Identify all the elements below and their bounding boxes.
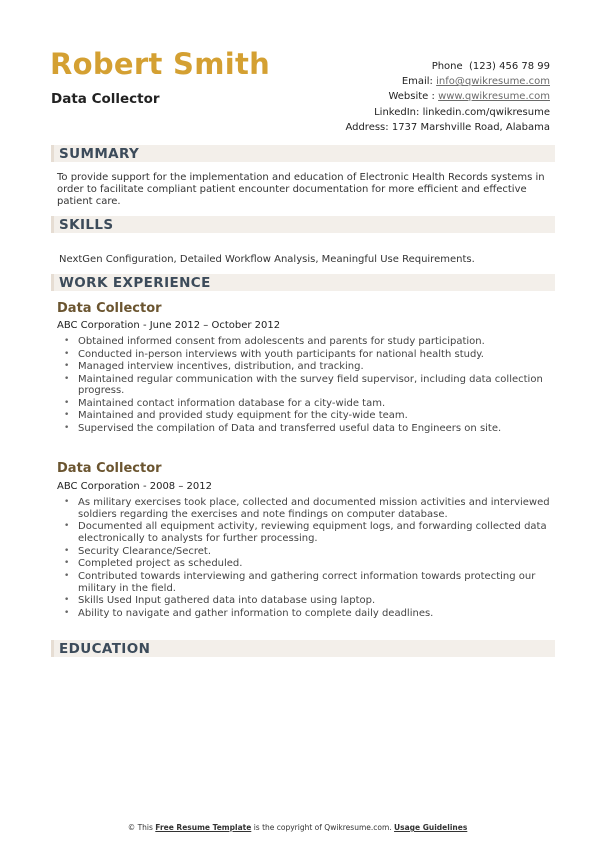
skills-section-header xyxy=(51,216,555,233)
list-item: • Completed project as scheduled. xyxy=(62,558,550,570)
list-item: • Security Clearance/Secret. xyxy=(62,546,550,558)
experience-heading: WORK EXPERIENCE xyxy=(59,275,211,291)
job-meta: ABC Corporation - 2008 – 2012 xyxy=(57,481,212,492)
usage-guidelines-link[interactable]: Usage Guidelines xyxy=(394,823,468,832)
free-resume-template-link[interactable]: Free Resume Template xyxy=(155,823,252,832)
summary-text: To provide support for the implementation and education of Electronic Health Records systems in order to facilitate compliant patient encounter documentation for more efficient and effective patient care. xyxy=(57,172,545,207)
contact-phone-row xyxy=(230,59,550,74)
footer-prefix: © This xyxy=(127,823,153,832)
list-item: • Maintained and provided study equipment for the city-wide team. xyxy=(62,410,550,422)
website-label: Website : xyxy=(388,91,435,103)
address-label: Address: xyxy=(345,121,389,133)
education-section-header xyxy=(51,640,555,657)
email-link[interactable]: info@qwikresume.com xyxy=(436,76,550,88)
list-item: • Contributed towards interviewing and gathering correct information towards protecting our military in the field. xyxy=(62,571,550,595)
linkedin-value: linkedin.com/qwikresume xyxy=(422,106,550,118)
list-item: • As military exercises took place, collected and documented mission activities and interviewed soldiers regarding the exercises and note findings on computer database. xyxy=(62,497,550,521)
address-value: 1737 Marshville Road, Alabama xyxy=(391,121,550,133)
linkedin-label: LinkedIn: xyxy=(374,106,420,118)
contact-linkedin-row xyxy=(230,105,550,120)
job-title: Data Collector xyxy=(57,461,162,476)
phone-value: (123) 456 78 99 xyxy=(469,61,550,72)
candidate-name: Robert Smith xyxy=(50,47,271,81)
contact-email-row xyxy=(230,74,550,89)
job-bullets xyxy=(62,497,550,620)
footer-copyright-text: is the copyright of Qwikresume.com. xyxy=(253,823,392,832)
list-item: • Conducted in-person interviews with youth participants for national health study. xyxy=(62,349,550,361)
phone-label: Phone xyxy=(431,61,463,72)
footer xyxy=(0,823,595,833)
candidate-title: Data Collector xyxy=(51,91,160,107)
job-meta: ABC Corporation - June 2012 – October 2012 xyxy=(57,320,281,331)
experience-section-header xyxy=(51,274,555,291)
contact-block xyxy=(230,59,550,135)
list-item: • Maintained regular communication with the survey field supervisor, including data collection progress. xyxy=(62,374,550,398)
job-bullets xyxy=(62,336,550,435)
skills-heading: SKILLS xyxy=(59,217,114,233)
education-heading: EDUCATION xyxy=(59,641,151,657)
job-title: Data Collector xyxy=(57,301,162,316)
skills-text: NextGen Configuration, Detailed Workflow Analysis, Meaningful Use Requirements. xyxy=(59,254,475,265)
list-item: • Ability to navigate and gather information to complete daily deadlines. xyxy=(62,608,550,620)
list-item: • Maintained contact information database for a city-wide tam. xyxy=(62,398,550,410)
email-label: Email: xyxy=(401,76,433,88)
list-item: • Managed interview incentives, distribution, and tracking. xyxy=(62,361,550,373)
website-link[interactable]: www.qwikresume.com xyxy=(438,91,550,103)
list-item: • Skills Used Input gathered data into database using laptop. xyxy=(62,595,550,607)
list-item: • Supervised the compilation of Data and transferred useful data to Engineers on site. xyxy=(62,423,550,435)
contact-address-row xyxy=(230,120,550,135)
summary-section-header xyxy=(51,145,555,162)
contact-website-row xyxy=(230,89,550,104)
list-item: • Documented all equipment activity, reviewing equipment logs, and forwarding collected data electronically to analysts for further processing. xyxy=(62,521,550,545)
summary-heading: SUMMARY xyxy=(59,146,140,162)
list-item: • Obtained informed consent from adolescents and parents for study participation. xyxy=(62,336,550,348)
